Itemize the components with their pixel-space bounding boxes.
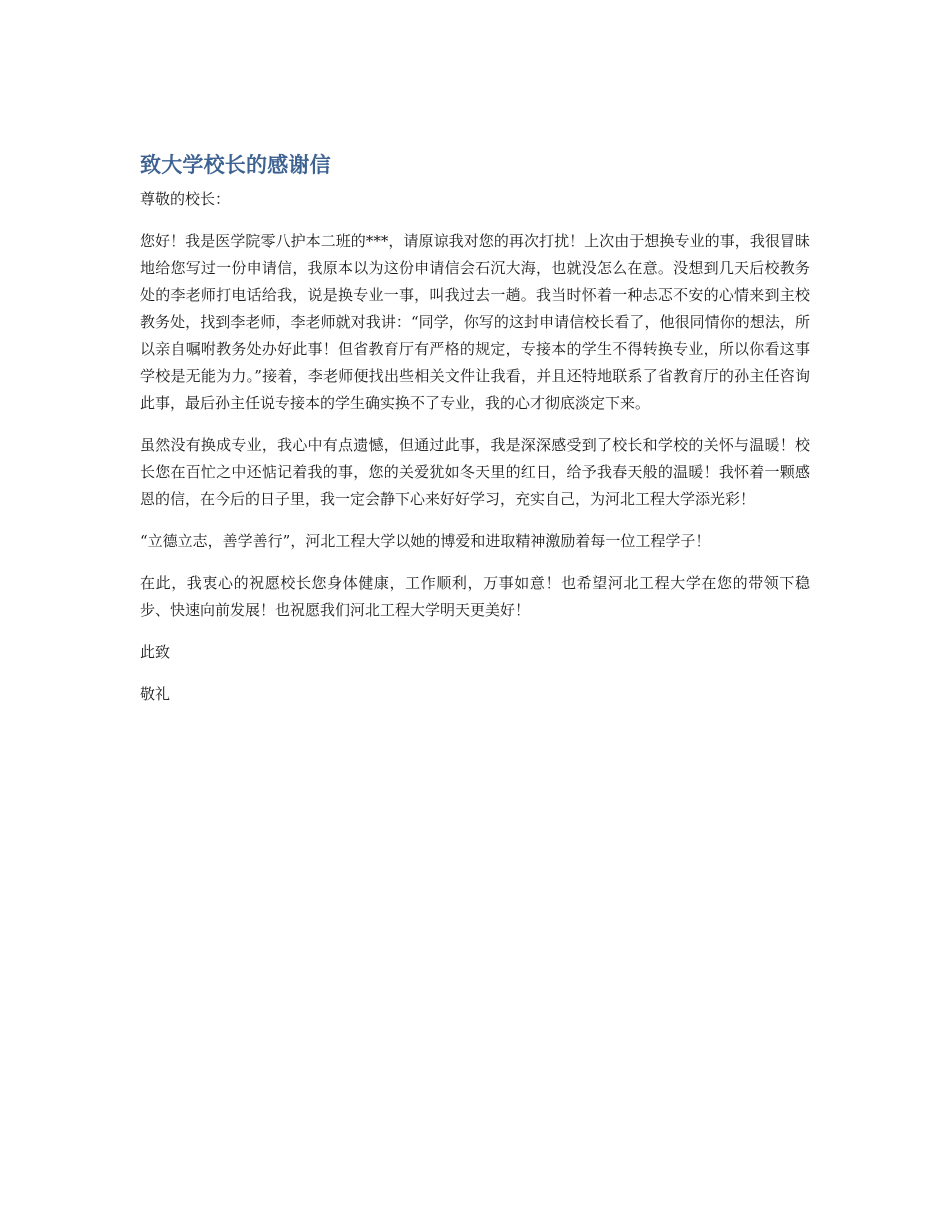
paragraph-3: “立德立志，善学善行”，河北工程大学以她的博爱和进取精神激励着每一位工程学子！ <box>140 532 711 550</box>
letter-salutation: 尊敬的校长： <box>140 190 231 208</box>
paragraph-4: 在此，我衷心的祝愿校长您身体健康，工作顺利，万事如意！也希望河北工程大学在您的带领下稳步、快速向前发展！也祝愿我们河北工程大学明天更美好！ <box>140 574 810 619</box>
letter-page <box>140 150 810 723</box>
closing-jingli: 敬礼 <box>140 685 171 703</box>
closing-cizhi: 此致 <box>140 643 171 661</box>
paragraph-1: 您好！我是医学院零八护本二班的***，请原谅我对您的再次打扰！上次由于想换专业的事，我很冒昧地给您写过一份申请信，我原本以为这份申请信会石沉大海，也就没怎么在意。没想到几天后校教务处的李老师打电话给我，说是换专业一事，叫我过去一趟。我当时怀着一种忐忑不安的心情来到主校教务处，找到李老师，李老师就对我讲：“同学，你写的这封申请信校长看了，他很同情你的想法，所以亲自嘱咐教务处办好此事！但省教育厅有严格的规定，专接本的学生不得转换专业，所以你看这事学校是无能为力。”接着，李老师便找出些相关文件让我看，并且还特地联系了省教育厅的孙主任咨询此事，最后孙主任说专接本的学生确实换不了专业，我的心才彻底淡定下来。 <box>140 232 810 412</box>
paragraph-2: 虽然没有换成专业，我心中有点遗憾，但通过此事，我是深深感受到了校长和学校的关怀与温暖！校长您在百忙之中还惦记着我的事，您的关爱犹如冬天里的红日，给予我春天般的温暖！我怀着一颗感恩的信，在今后的日子里，我一定会静下心来好好学习，充实自己，为河北工程大学添光彩！ <box>140 436 810 508</box>
letter-title: 致大学校长的感谢信 <box>140 153 331 177</box>
